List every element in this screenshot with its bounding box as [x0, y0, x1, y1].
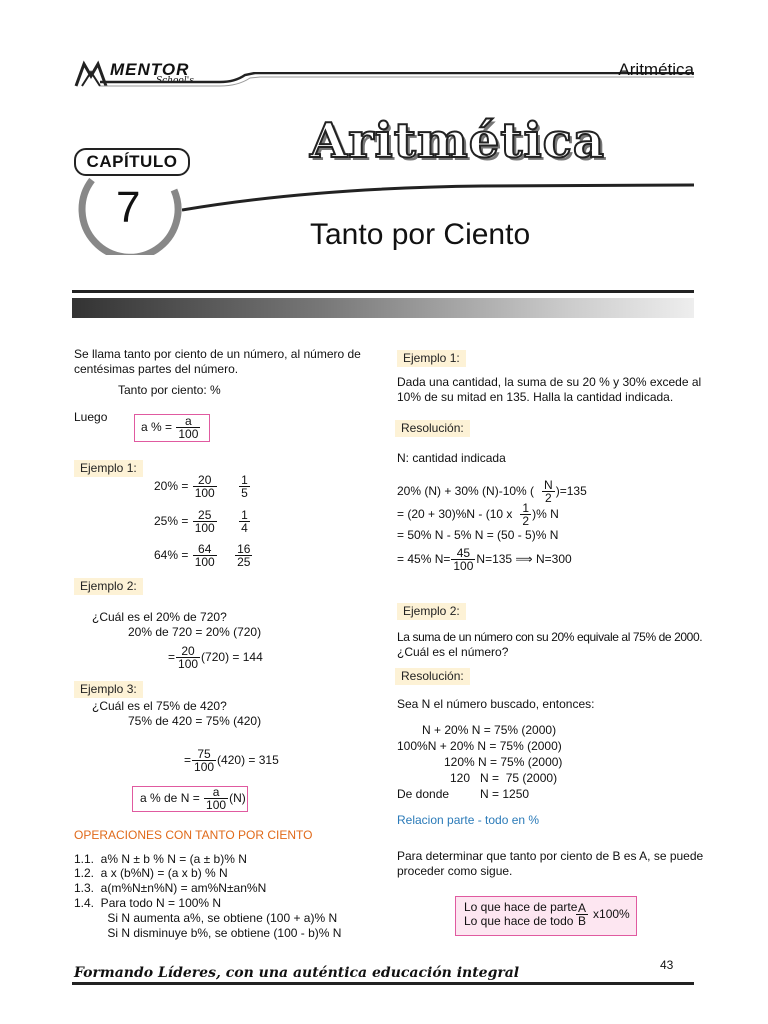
definition-lhs: a % = — [141, 420, 173, 434]
fraction-denominator: 4 — [241, 521, 248, 536]
example-3-question: ¿Cuál es el 75% de 420? — [92, 699, 227, 713]
example-3-tail: (420) = 315 — [217, 753, 279, 767]
example-3-line-1: 75% de 420 = 75% (420) — [128, 714, 262, 728]
right-example-1-text-2: 10% de su mitad en 135. Halla la cantidad indicada. — [397, 390, 674, 404]
right-example-2-text-2: ¿Cuál es el número? — [397, 645, 509, 659]
header-rule — [100, 72, 700, 92]
tanto-definition: Tanto por ciento: % — [118, 383, 221, 397]
fraction-numerator: a — [204, 786, 228, 799]
relation-box-line-1: Lo que hace de parte — [464, 900, 578, 914]
fraction-numerator: 20 — [193, 474, 217, 487]
chapter-title: Tanto por Ciento — [310, 218, 531, 251]
operation-item-2: 1.2. a x (b%N) = (a x b) % N — [74, 866, 228, 880]
fraction-numerator: A — [578, 901, 587, 916]
operations-title: OPERACIONES CON TANTO POR CIENTO — [74, 828, 313, 842]
example-1-row-3 — [154, 541, 253, 569]
line-part: N=135 ⟹ N=300 — [476, 552, 572, 566]
right-example-2-text-1: La suma de un número con su 20% equivale al 75% de 2000. — [397, 630, 703, 644]
equation-1: N + 20% N = 75% (2000) — [422, 723, 557, 737]
relation-title: Relacion parte - todo en % — [397, 813, 540, 827]
example-2-question: ¿Cuál es el 20% de 720? — [92, 610, 227, 624]
fraction-denominator: 100 — [194, 521, 215, 536]
formula-tail: (N) — [229, 791, 246, 805]
logo-text: MENTOR — [110, 60, 190, 79]
line-fraction — [520, 502, 531, 527]
fraction-numerator: 16 — [237, 542, 251, 557]
row-fraction-2 — [239, 509, 250, 534]
fraction-denominator: 2 — [522, 514, 530, 529]
equals-sign: = — [184, 753, 192, 767]
formula-box-content — [140, 784, 246, 812]
fraction-numerator: 1 — [241, 473, 248, 488]
equation-3: 120% N = 75% (2000) — [444, 755, 563, 769]
row-fraction-2 — [235, 543, 252, 568]
row-lhs: 64% = — [154, 548, 189, 562]
fraction-denominator: 100 — [194, 486, 215, 501]
operation-item-1: 1.1. a% N ± b % N = (a ± b)% N — [74, 852, 247, 866]
left-example-2-label: Ejemplo 2: — [74, 578, 143, 595]
right-example-1-text-1: Dada una cantidad, la suma de su 20 % y 30% excede al — [397, 375, 702, 389]
fraction-numerator: 1 — [241, 508, 248, 523]
example-2-line-2 — [168, 643, 263, 671]
fraction-numerator: 64 — [193, 543, 217, 556]
definition-formula — [141, 413, 201, 441]
equals-sign: = — [168, 650, 176, 664]
resolution-1-label: Resolución: — [395, 420, 470, 437]
fraction-denominator: 100 — [178, 427, 199, 442]
example-3-fraction — [192, 748, 216, 773]
operation-item-5: Si N aumenta a%, se obtiene (100 + a)% N — [74, 911, 338, 925]
fraction-numerator: 75 — [192, 748, 216, 761]
row-fraction-1 — [193, 509, 217, 534]
footer-rule — [72, 982, 694, 985]
left-example-1-label: Ejemplo 1: — [74, 460, 143, 477]
fraction-denominator: 100 — [453, 559, 474, 574]
solution-line-4 — [397, 545, 572, 573]
right-example-1-label: Ejemplo 1: — [397, 350, 466, 367]
equation-2: 100%N + 20% N = 75% (2000) — [397, 739, 562, 753]
chapter-label-badge — [74, 148, 190, 176]
left-example-3-label: Ejemplo 3: — [74, 681, 143, 698]
fraction-denominator: 100 — [194, 555, 215, 570]
line-part: 20% (N) + 30% (N)-10% ( — [397, 484, 535, 498]
fraction-denominator: 25 — [237, 555, 251, 570]
line-part: )=135 — [555, 484, 587, 498]
formula-fraction — [204, 786, 228, 811]
relation-text-2: proceder como sigue. — [397, 864, 513, 878]
sea-n-text: Sea N el número buscado, entonces: — [397, 697, 595, 711]
operation-item-3: 1.3. a(m%N±n%N) = am%N±an%N — [74, 881, 267, 895]
formula-lhs: a % de N = — [140, 791, 200, 805]
n-definition: N: cantidad indicada — [397, 451, 506, 465]
relation-box-fraction-wrap — [575, 900, 630, 928]
fraction-numerator: 45 — [451, 547, 475, 560]
right-example-2-label: Ejemplo 2: — [397, 603, 466, 620]
chapter-number: 7 — [116, 183, 141, 232]
row-fraction-2 — [239, 474, 250, 499]
chapter-title-art: Aritmética — [310, 113, 605, 169]
equation-4: 120 N = 75 (2000) — [450, 771, 558, 785]
solution-line-3: = 50% N - 5% N = (50 - 5)% N — [397, 528, 559, 542]
relation-fraction — [576, 902, 588, 927]
fraction-numerator: N — [544, 478, 553, 493]
fraction-denominator: 5 — [241, 486, 248, 501]
fraction-denominator: 2 — [545, 491, 552, 506]
section-gradient-bar — [72, 298, 694, 318]
fraction-numerator: 25 — [193, 509, 217, 522]
fraction-numerator: 1 — [522, 501, 530, 516]
relation-text-1: Para determinar que tanto por ciento de B es A, se puede — [397, 849, 704, 863]
relation-box-line-2: Lo que hace de todo — [464, 914, 574, 928]
row-fraction-1 — [193, 543, 217, 568]
row-lhs: 20% = — [154, 479, 189, 493]
luego-label: Luego — [74, 410, 108, 424]
n-result: N = 1250 — [480, 787, 530, 801]
footer-motto: Formando Líderes, con una auténtica educación integral — [74, 965, 520, 981]
fraction-denominator: 100 — [178, 657, 199, 672]
operation-item-6: Si N disminuye b%, se obtiene (100 - b)% N — [74, 926, 342, 940]
operation-item-4: 1.4. Para todo N = 100% N — [74, 896, 222, 910]
row-lhs: 25% = — [154, 514, 189, 528]
fraction-denominator: 100 — [206, 798, 227, 813]
logo-subtext: School's — [156, 76, 194, 86]
fraction-denominator: B — [578, 914, 587, 929]
resolution-2-label: Resolución: — [395, 668, 470, 685]
header-subject: Aritmética — [618, 60, 694, 79]
intro-line-2: centésimas partes del número. — [74, 362, 239, 376]
example-2-fraction — [176, 645, 200, 670]
fraction-numerator: a — [176, 415, 200, 428]
row-fraction-1 — [193, 474, 217, 499]
line-part: )% N — [532, 507, 559, 521]
chapter-label: CAPÍTULO — [86, 152, 178, 171]
example-2-line-1: 20% de 720 = 20% (720) — [128, 625, 262, 639]
example-3-line-2 — [184, 746, 279, 774]
page-number: 43 — [660, 958, 674, 972]
example-2-tail: (720) = 144 — [201, 650, 263, 664]
line-part: = 45% N= — [397, 552, 451, 566]
fraction-denominator: 100 — [194, 760, 215, 775]
fraction-numerator: 20 — [176, 645, 200, 658]
solution-line-2 — [397, 500, 559, 528]
definition-fraction — [176, 415, 200, 440]
relation-tail: x100% — [593, 907, 630, 921]
de-donde-label: De donde — [397, 787, 450, 801]
section-top-rule — [72, 290, 694, 293]
intro-line-1: Se llama tanto por ciento de un número, al número de — [74, 347, 361, 361]
line-fraction — [451, 547, 475, 572]
line-part: = (20 + 30)%N - (10 x — [397, 507, 513, 521]
example-1-row-2 — [154, 507, 251, 535]
example-1-row-1 — [154, 472, 251, 500]
